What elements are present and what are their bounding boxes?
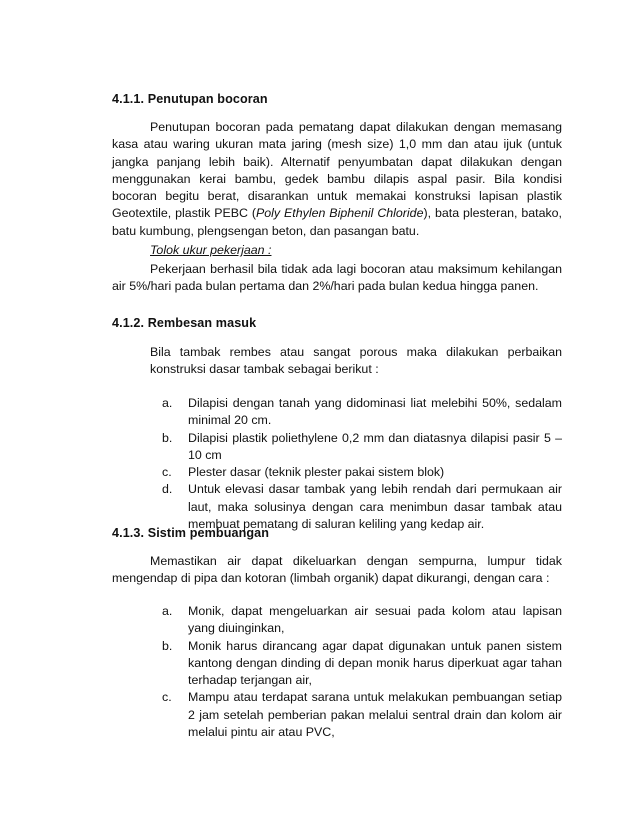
list-marker: d. (162, 482, 173, 497)
list-item-text: Untuk elevasi dasar tambak yang lebih rendah dari permukaan air laut, maka solusinya dengan cara menimbun dasar tambak atau membuat pematang di saluran keliling yang kedap air. (188, 482, 562, 532)
paragraph-text: Penutupan bocoran pada pematang dapat dilakukan dengan memasang kasa atau waring ukuran mata jaring (mesh size) 1,0 mm dan atau ijuk (untuk jangka panjang lebih baik). Alternatif penyumbatan dapat dilakukan dengan menggunakan kerai bambu, gedek bambu dilapis aspal pasir. Bila kondisi bocoran begitu berat, disarankan untuk memakai konstruksi lapisan plastik Geotextile, plastik PEBC ( (112, 120, 562, 221)
list-item-text: Dilapisi plastik poliethylene 0,2 mm dan diatasnya dilapisi pasir 5 – 10 cm (188, 430, 562, 462)
list-item-text: Dilapisi dengan tanah yang didominasi liat melebihi 50%, sedalam minimal 20 cm. (188, 396, 562, 428)
list-marker: b. (162, 430, 173, 445)
list-item-text: Monik, dapat mengeluarkan air sesuai pada kolom atau lapisan yang diuinginkan, (188, 604, 562, 636)
section-heading-4-1-3: 4.1.3. Sistim pembuangan (112, 526, 270, 540)
list-item (148, 395, 562, 430)
list-marker: a. (162, 604, 173, 618)
paragraph-penutupan (112, 119, 562, 240)
list-rembesan (148, 395, 562, 533)
list-marker: c. (162, 690, 172, 705)
list-item (148, 689, 562, 741)
paragraph-rembesan-intro: Bila tambak rembes atau sangat porous maka dilakukan perbaikan konstruksi dasar tambak sebagai berikut : (150, 345, 562, 377)
paragraph-italic-text: Poly Ethylen Biphenil Chloride (256, 206, 424, 221)
list-item (148, 638, 562, 690)
paragraph-tolok-ukur (112, 261, 562, 296)
list-marker: a. (162, 396, 173, 410)
list-item-text: Mampu atau terdapat sarana untuk melakukan pembuangan setiap 2 jam setelah pemberian pakan melalui sentral drain dan kolom air melalui pintu air atau PVC, (188, 690, 562, 740)
list-item (148, 464, 562, 481)
list-item (148, 603, 562, 638)
section-heading-4-1-1: 4.1.1. Penutupan bocoran (112, 92, 268, 106)
list-marker: c. (162, 465, 172, 480)
list-marker: b. (162, 638, 173, 653)
section-heading-4-1-2: 4.1.2. Rembesan masuk (112, 316, 257, 330)
paragraph-text: Pekerjaan berhasil bila tidak ada lagi bocoran atau maksimum kehilangan air 5%/hari pada bulan pertama dan 2%/hari pada bulan kedua hingga panen. (112, 262, 562, 294)
list-item-text: Monik harus dirancang agar dapat digunakan untuk panen sistem kantong dengan dinding di depan monik harus diperkuat agar tahan terhadap terjangan air, (188, 638, 562, 688)
tolok-ukur-label: Tolok ukur pekerjaan : (150, 243, 272, 257)
paragraph-text-end: ), bata plesteran, batako, batu kumbung, plengsengan beton, dan pasangan batu. (112, 206, 562, 238)
list-sistim (148, 603, 562, 741)
paragraph-sistim-intro (112, 553, 562, 588)
paragraph-text: Memastikan air dapat dikeluarkan dengan sempurna, lumpur tidak mengendap di pipa dan kotoran (limbah organik) dapat dikurangi, dengan cara : (112, 554, 562, 586)
list-item-text: Plester dasar (teknik plester pakai sistem blok) (188, 465, 445, 480)
list-item (148, 430, 562, 465)
